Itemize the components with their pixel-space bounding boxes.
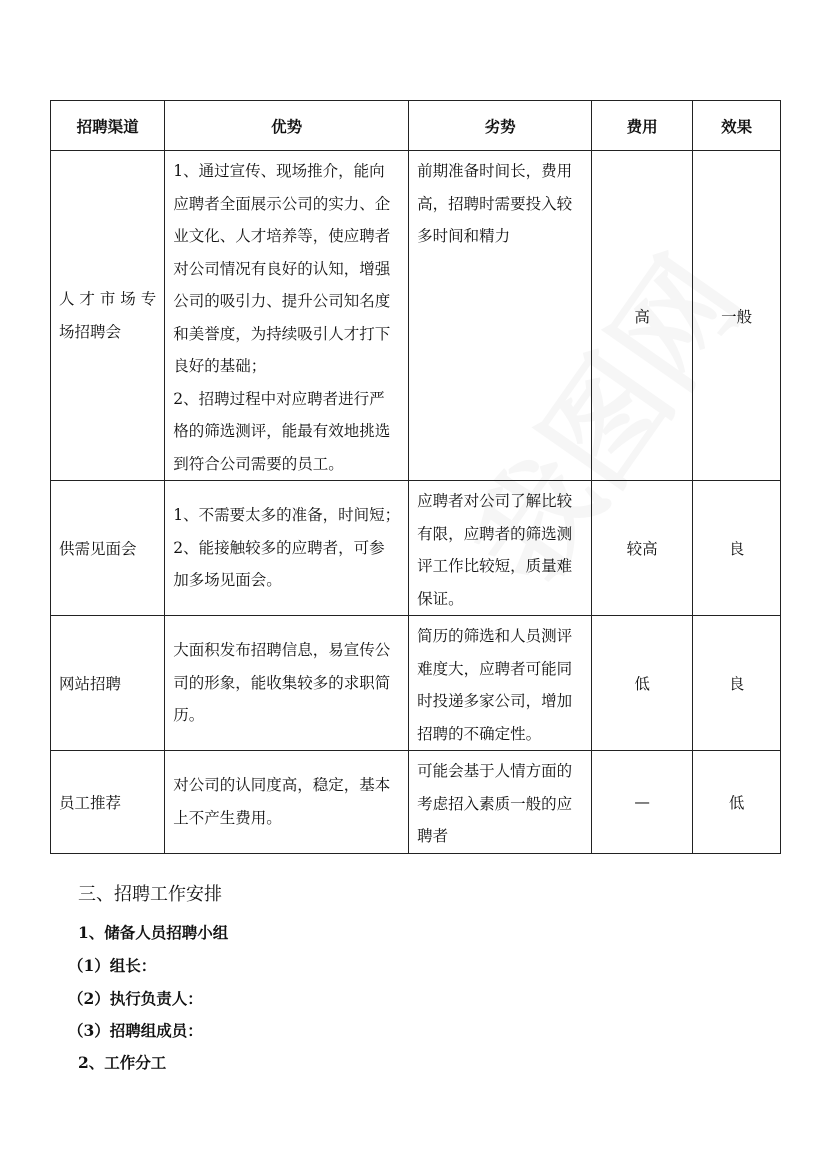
disadvantages-cell <box>409 751 592 854</box>
channel-cell <box>51 481 165 616</box>
advantage-line: 司的形象，能收集较多的求职简 <box>173 673 391 692</box>
table-row <box>51 481 781 616</box>
disadvantage-line: 聘者 <box>417 827 449 845</box>
advantage-line: 格的筛选测评，能最有效地挑选 <box>173 422 391 440</box>
channel-line: 人 才 市 场 专 <box>59 290 157 308</box>
channel-name: 供需见面会 <box>59 540 137 558</box>
item-team-leader: （1）组长： <box>68 956 157 975</box>
disadvantage-line: 时投递多家公司，增加 <box>417 692 573 710</box>
channel-name: 网站招聘 <box>59 675 122 693</box>
advantage-line: 2、能接触较多的应聘者，可参 <box>173 538 385 557</box>
advantage-line: 上不产生费用。 <box>173 808 282 827</box>
advantage-line: 2、招聘过程中对应聘者进行严 <box>173 389 385 408</box>
effect-cell: 良 <box>693 616 781 751</box>
disadvantage-line: 简历的筛选和人员测评 <box>417 627 573 645</box>
advantage-line: 大面积发布招聘信息，易宣传公 <box>173 641 391 660</box>
advantages-cell <box>165 751 409 854</box>
channel-cell <box>51 151 165 481</box>
advantage-line: 应聘者全面展示公司的实力、企 <box>173 194 391 213</box>
disadvantage-line: 前期准备时间长，费用 <box>417 162 573 180</box>
table-header-row <box>51 101 781 151</box>
header-advantages: 优势 <box>165 101 409 151</box>
advantage-line: 良好的基础； <box>173 357 267 375</box>
effect-cell: 一般 <box>693 151 781 481</box>
item-executive: （2）执行负责人： <box>68 989 203 1008</box>
table-row <box>51 151 781 481</box>
table-row <box>51 616 781 751</box>
disadvantage-line: 可能会基于人情方面的 <box>417 762 573 780</box>
header-channel: 招聘渠道 <box>51 101 165 151</box>
channel-name: 员工推荐 <box>59 793 122 812</box>
table-row <box>51 751 781 854</box>
disadvantage-line: 难度大，应聘者可能同 <box>417 659 573 678</box>
disadvantage-line: 多时间和精力 <box>417 227 511 245</box>
disadvantage-line: 评工作比较短，质量难 <box>417 557 573 575</box>
cost-cell: 低 <box>592 616 693 751</box>
advantage-line: 1、不需要太多的准备，时间短； <box>173 506 401 525</box>
disadvantage-line: 考虑招入素质一般的应 <box>417 794 573 813</box>
advantage-line: 公司的吸引力、提升公司知名度 <box>173 292 391 310</box>
disadvantage-line: 高，招聘时需要投入较 <box>417 194 573 213</box>
cost-cell: — <box>592 751 693 854</box>
advantage-line: 历。 <box>173 706 205 725</box>
advantage-line: 加多场见面会。 <box>173 571 282 590</box>
cost-cell: 较高 <box>592 481 693 616</box>
header-cost: 费用 <box>592 101 693 151</box>
recruitment-channel-table <box>50 100 781 854</box>
section-title: 三、招聘工作安排 <box>78 884 222 905</box>
advantage-line: 1、通过宣传、现场推介，能向 <box>173 162 385 180</box>
advantage-line: 到符合公司需要的员工。 <box>173 454 344 473</box>
disadvantages-cell <box>409 616 592 751</box>
disadvantage-line: 应聘者对公司了解比较 <box>417 492 573 510</box>
channel-line: 场招聘会 <box>59 322 122 341</box>
disadvantage-line: 有限，应聘者的筛选测 <box>417 524 573 543</box>
channel-cell <box>51 616 165 751</box>
advantages-cell <box>165 616 409 751</box>
disadvantage-line: 招聘的不确定性。 <box>417 724 542 743</box>
item-members: （3）招聘组成员： <box>68 1021 203 1040</box>
subsection-recruit-team: 1、储备人员招聘小组 <box>78 923 229 942</box>
header-effect: 效果 <box>693 101 781 151</box>
advantages-cell <box>165 151 409 481</box>
cost-cell: 高 <box>592 151 693 481</box>
advantage-line: 和美誉度，为持续吸引人才打下 <box>173 324 391 343</box>
channel-cell <box>51 751 165 854</box>
advantage-line: 对公司情况有良好的认知，增强 <box>173 259 391 278</box>
subsection-division-of-work: 2、工作分工 <box>78 1053 167 1072</box>
advantage-line: 对公司的认同度高，稳定，基本 <box>173 776 391 795</box>
header-disadvantages: 劣势 <box>409 101 592 151</box>
effect-cell: 良 <box>693 481 781 616</box>
effect-cell: 低 <box>693 751 781 854</box>
disadvantages-cell <box>409 151 592 481</box>
disadvantage-line: 保证。 <box>417 589 464 608</box>
disadvantages-cell <box>409 481 592 616</box>
advantages-cell <box>165 481 409 616</box>
advantage-line: 业文化、人才培养等，使应聘者 <box>173 227 391 245</box>
